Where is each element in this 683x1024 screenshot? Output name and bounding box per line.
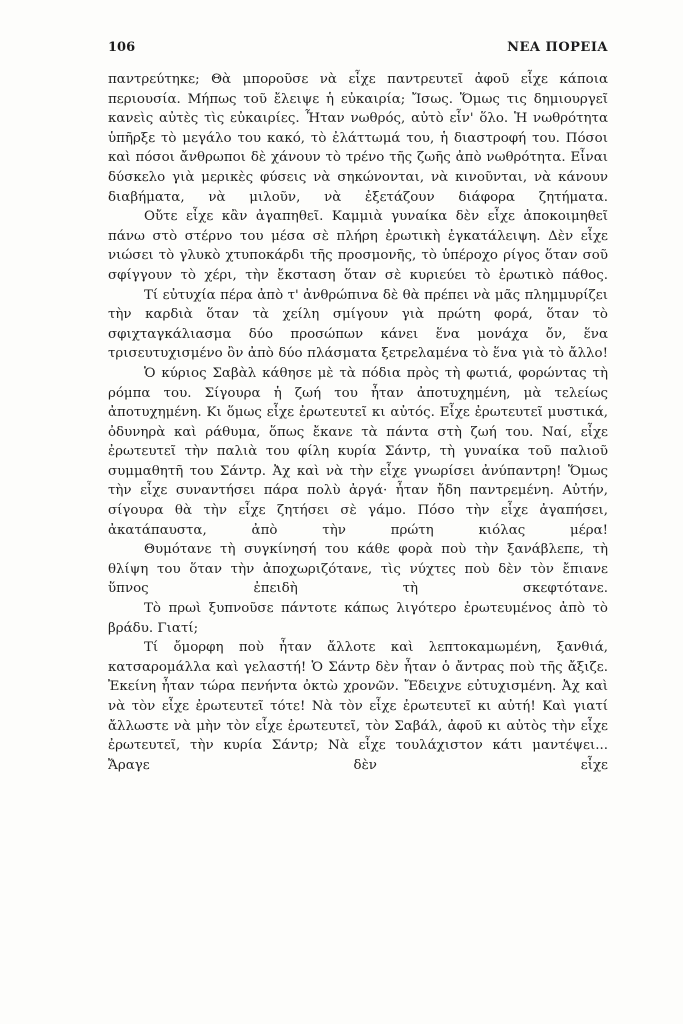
page-header [108,40,608,60]
body-text [108,70,608,775]
paragraph: Οὔτε εἶχε κἂν ἀγαπηθεῖ. Καμμιὰ γυναίκα δὲν εἶχε ἀποκοιμηθεῖ πάνω στὸ στέρνο του μέσα σὲ πλήρη ἐρωτικὴ ἐγκατάλειψη. Δὲν εἶχε νιώσει τὸ γλυκὸ χτυποκάρδι τῆς προσμονῆς, τὸ ὑπέροχο ρίγος ὅταν σοῦ σφίγγουν τὸ χέρι, τὴν ἔκσταση ὅταν σὲ κυριεύει τὸ ἐρωτικὸ πάθος. [108,209,608,283]
running-head: ΝΕΑ ΠΟΡΕΙΑ [507,40,608,55]
paragraph: παντρεύτηκε; Θὰ μποροῦσε νὰ εἶχε παντρευτεῖ ἀφοῦ εἶχε κάποια περιουσία. Μήπως τοῦ ἔλειψε ἡ εὐκαιρία; Ἴσως. Ὅμως τις δημιουργεῖ κανεὶς αὐτὲς τὶς εὐκαιρίες. Ἦταν νωθρός, αὐτὸ εἶν' ὅλο. Ἡ νωθρότητα ὑπῆρξε τὸ μεγάλο του κακό, τὸ ἐλάττωμά του, ἡ διαστροφή του. Πόσοι καὶ πόσοι ἄνθρωποι δὲ χάνουν τὸ τρένο τῆς ζωῆς ἀπὸ νωθρότητα. Εἶναι δύσκελο γιὰ μερικὲς φύσεις νὰ σηκώνονται, νὰ κινοῦνται, νὰ κάνουν διαβήματα, νὰ μιλοῦν, νὰ ἐξετάζουν διάφορα ζητήματα. [108,72,608,205]
paragraph: Ὁ κύριος Σαβὰλ κάθησε μὲ τὰ πόδια πρὸς τὴ φωτιά, φορώντας τὴ ρόμπα του. Σίγουρα ἡ ζωή του ἦταν ἀποτυχημένη, μὰ τελείως ἀποτυχημένη. Κι ὅμως εἶχε ἐρωτευτεῖ κι αὐτός. Εἶχε ἐρωτευτεῖ μυστικά, ὀδυνηρὰ καὶ ράθυμα, ὅπως ἔκανε τὰ πάντα στὴ ζωή του. Ναί, εἶχε ἐρωτευτεῖ τὴν παλιὰ του φίλη κυρία Σάντρ, τὴ γυναίκα τοῦ παλιοῦ συμμαθητῆ του Σάντρ. Ἀχ καὶ νὰ τὴν εἶχε γνωρίσει ἀνύπαντρη! Ὅμως τὴν εἶχε συναντήσει πάρα πολὺ ἀργά· ἦταν ἤδη παντρεμένη. Αὐτήν, σίγουρα θὰ τὴν εἶχε ζητήσει σὲ γάμο. Πόσο τὴν εἶχε ἀγαπήσει, ἀκατάπαυστα, ἀπὸ τὴν πρώτη κιόλας μέρα! [108,365,608,538]
page-number: 106 [108,40,136,55]
paragraph: Τὸ πρωὶ ξυπνοῦσε πάντοτε κάπως λιγότερο ἐρωτευμένος ἀπὸ τὸ βράδυ. Γιατί; [108,601,608,636]
paragraph: Τί ὄμορφη ποὺ ἦταν ἄλλοτε καὶ λεπτοκαμωμένη, ξανθιά, κατσαρομάλλα καὶ γελαστή! Ὁ Σάντρ δὲν ἦταν ὁ ἄντρας ποὺ τῆς ἄξιζε. Ἐκείνη ἦταν τώρα πενήντα ὀκτὼ χρονῶν. Ἔδειχνε εὐτυχισμένη. Ἀχ καὶ νὰ τὸν εἶχε ἐρωτευτεῖ τότε! Νὰ τὸν εἶχε ἐρωτευτεῖ κι αὐτή! Καὶ γιατί ἄλλωστε νὰ μὴν τὸν εἶχε ἐρωτευτεῖ, τὸν Σαβάλ, ἀφοῦ κι αὐτὸς τὴν εἶχε ἐρωτευτεῖ, τὴν κυρία Σάντρ; Νὰ εἶχε τουλάχιστον κάτι μαντέψει... Ἄραγε δὲν εἶχε [108,640,608,773]
paragraph: Θυμότανε τὴ συγκίνησή του κάθε φορὰ ποὺ τὴν ξανάβλεπε, τὴ θλίψη του ὅταν τὴν ἀποχωριζότανε, τὶς νύχτες ποὺ δὲν τὸν ἔπιανε ὕπνος ἐπειδὴ τὴ σκεφτότανε. [108,542,608,597]
paragraph: Τί εὐτυχία πέρα ἀπὸ τ' ἀνθρώπινα δὲ θὰ πρέπει νὰ μᾶς πλημμυρίζει τὴν καρδιὰ ὅταν τὰ χείλη σμίγουν γιὰ πρώτη φορά, ὅταν τὸ σφιχταγκάλιασμα δύο προσώπων κάνει ἕνα μονάχα ὄν, ἕνα τρισευτυχισμένο ὂν ἀπὸ δύο πλάσματα ξετρελαμένα τὸ ἕνα γιὰ τὸ ἄλλο! [108,287,608,362]
